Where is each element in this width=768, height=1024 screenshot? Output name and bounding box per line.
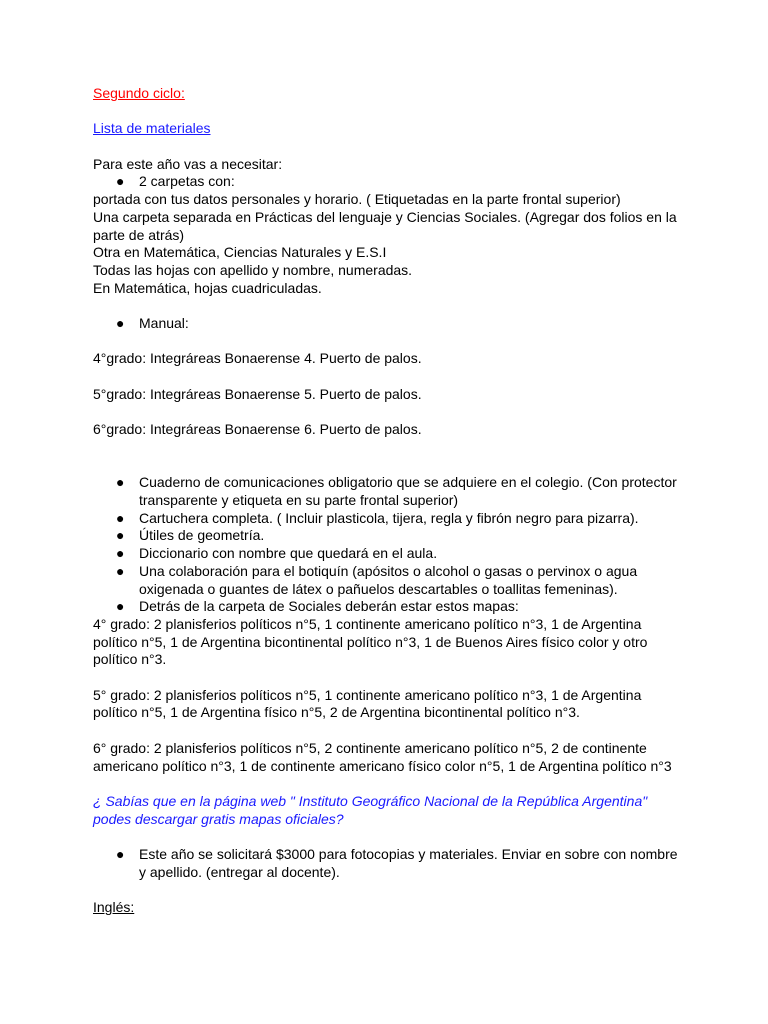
bullet-icon: ● — [116, 562, 125, 579]
manual-grade-4: 4°grado: Integráreas Bonaerense 4. Puerto de palos. — [93, 350, 422, 367]
list-item: ● Una colaboración para el botiquín (apósitos o alcohol o gasas o pervinox o agua oxigenada o guantes de látex o pañuelos descartables o toallitas femeninas). — [116, 562, 638, 597]
carpetas-line: Todas las hojas con apellido y nombre, numeradas. — [93, 262, 413, 278]
bullet-icon: ● — [116, 173, 125, 190]
list-item: ● Este año se solicitará $3000 para fotocopias y materiales. Enviar en sobre con nombre y apellido. (entregar al docente). — [116, 846, 678, 880]
list-item: ● 2 carpetas con: — [116, 173, 235, 190]
list-item: ● Detrás de la carpeta de Sociales deberán estar estos mapas: — [116, 598, 519, 615]
bullet-icon: ● — [116, 474, 125, 491]
maps-grade-4: 4° grado: 2 planisferios políticos n°5, 1 continente americano político n°3, 1 de Argentina político n°5, 1 de Argentina bicontinental político n°3, 1 de Buenos Aires físico color y otro político n°3. — [93, 615, 648, 668]
bullet-icon: ● — [116, 545, 125, 562]
fotocopias-list — [93, 846, 683, 881]
ingles-heading: Inglés: — [93, 899, 135, 916]
list-item: ● Cuaderno de comunicaciones obligatorio que se adquiere en el colegio. (Con protector transparente y etiqueta en su parte frontal superior) — [116, 474, 677, 509]
intro-text: Para este año vas a necesitar: — [93, 155, 283, 172]
bullet-icon: ● — [116, 527, 125, 544]
carpetas-line: portada con tus datos personales y horario. ( Etiquetadas en la parte frontal superior) — [93, 191, 621, 208]
list-item: ● Útiles de geometría. — [116, 527, 265, 544]
list-item: ● Manual: — [116, 315, 189, 332]
carpetas-line: En Matemática, hojas cuadriculadas. — [93, 279, 322, 296]
list-item: ● Cartuchera completa. ( Incluir plasticola, tijera, regla y fibrón negro para pizarra). — [116, 509, 639, 526]
carpetas-line: Una carpeta separada en Prácticas del lenguaje y Ciencias Sociales. (Agregar dos folios en la parte de atrás) — [93, 208, 677, 243]
carpetas-line: Otra en Matemática, Ciencias Naturales y E.S.I — [93, 244, 387, 261]
maps-grade-6: 6° grado: 2 planisferios políticos n°5, 2 continente americano político n°5, 2 de continente americano político n°3, 1 de continente americano físico color n°5, 1 de Argentina político n°3 — [93, 739, 672, 774]
section-heading[interactable]: Segundo ciclo: — [93, 85, 185, 101]
manual-list — [93, 315, 683, 333]
carpetas-list — [93, 173, 683, 191]
bullet-icon: ● — [116, 598, 125, 615]
bullet-icon: ● — [116, 315, 125, 332]
maps-tip: ¿ Sabías que en la página web " Instituto Geográfico Nacional de la República Argentina" podes descargar gratis mapas oficiales? — [93, 792, 648, 827]
bullet-icon: ● — [116, 846, 125, 863]
document-page — [93, 85, 683, 917]
supplies-list — [93, 474, 683, 616]
materials-link[interactable]: Lista de materiales — [93, 120, 211, 137]
manual-grade-5: 5°grado: Integráreas Bonaerense 5. Puerto de palos. — [93, 385, 422, 402]
bullet-icon: ● — [116, 509, 125, 526]
manual-grade-6: 6°grado: Integráreas Bonaerense 6. Puerto de palos. — [93, 421, 422, 438]
list-item: ● Diccionario con nombre que quedará en el aula. — [116, 545, 438, 562]
maps-grade-5: 5° grado: 2 planisferios políticos n°5, 1 continente americano político n°3, 1 de Argentina político n°5, 1 de Argentina físico n°5, 2 de Argentina bicontinental político n°3. — [93, 686, 642, 721]
